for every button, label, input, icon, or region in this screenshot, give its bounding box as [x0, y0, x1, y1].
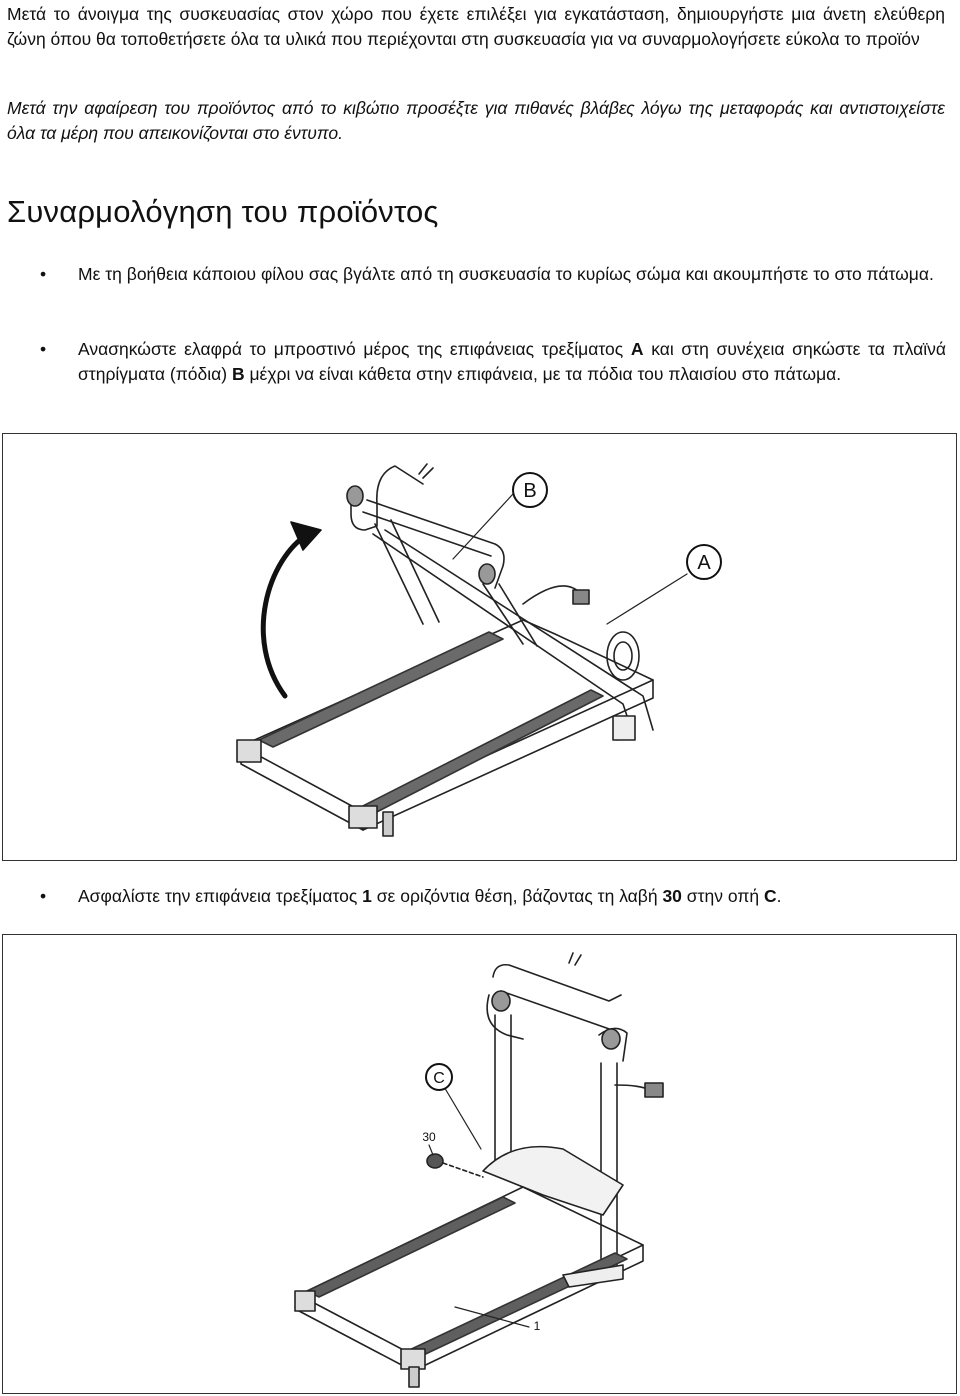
step-text-2	[78, 337, 946, 387]
section-title: Συναρμολόγηση του προϊόντος	[7, 194, 439, 229]
step-text-segment: Ανασηκώστε ελαφρά το μπροστινό μέρος της επιφάνειας τρεξίματος	[78, 339, 631, 359]
step-text-segment: Ασφαλίστε την επιφάνεια τρεξίματος	[78, 886, 363, 906]
step-text-segment: και στη συνέχεια σηκώστε τα πλαϊνά στηρίγματα (πόδια)	[78, 339, 946, 384]
step-text-3	[78, 884, 946, 909]
part-ref-a: A	[630, 339, 644, 359]
treadmill-unfold-illustration	[3, 434, 956, 860]
part-ref-30: 30	[662, 886, 682, 906]
callout-c: C	[433, 1070, 445, 1087]
intro-paragraph: Μετά το άνοιγμα της συσκευασίας στον χώρο που έχετε επιλέξει για εγκατάσταση, δημιουργήστε μια άνετη ελεύθερη ζώνη όπου θα τοποθετήσετε όλα τα υλικά που περιέχονται στη συσκευασία για να συναρμολογήσετε εύκολα το προϊόν	[7, 4, 945, 49]
treadmill-lock-illustration	[3, 935, 956, 1393]
step-text-1: Με τη βοήθεια κάποιου φίλου σας βγάλτε από τη συσκευασία το κυρίως σώμα και ακουμπήστε το στο πάτωμα.	[78, 264, 934, 284]
bullet-icon: •	[40, 264, 47, 284]
step-item-2	[40, 337, 946, 387]
callout-30: 30	[422, 1130, 436, 1144]
unpacking-note: Μετά την αφαίρεση του προϊόντος από το κιβώτιο προσέξτε για πιθανές βλάβες λόγω της μεταφοράς και αντιστοιχείστε όλα τα μέρη που απεικονίζονται στο έντυπο.	[7, 98, 945, 143]
part-ref-b: B	[231, 364, 245, 384]
bullet-icon: •	[40, 886, 47, 906]
step-text-segment: στην οπή	[681, 886, 764, 906]
figure-lock-deck	[2, 934, 957, 1394]
bullet-icon: •	[40, 339, 47, 359]
part-ref-c: C	[764, 886, 777, 906]
step-text-segment: μέχρι να είναι κάθετα στην επιφάνεια, με τα πόδια του πλαισίου στο πάτωμα.	[244, 364, 842, 384]
step-item-3	[40, 884, 946, 909]
step-text-segment: σε οριζόντια θέση, βάζοντας τη λαβή	[371, 886, 663, 906]
callout-1: 1	[533, 1319, 541, 1333]
callout-b: B	[523, 480, 537, 502]
step-text-segment: .	[776, 886, 782, 906]
callout-a: A	[697, 552, 711, 574]
figure-unfold-treadmill	[2, 433, 957, 861]
step-item-1	[40, 262, 946, 287]
part-ref-1: 1	[362, 886, 372, 906]
